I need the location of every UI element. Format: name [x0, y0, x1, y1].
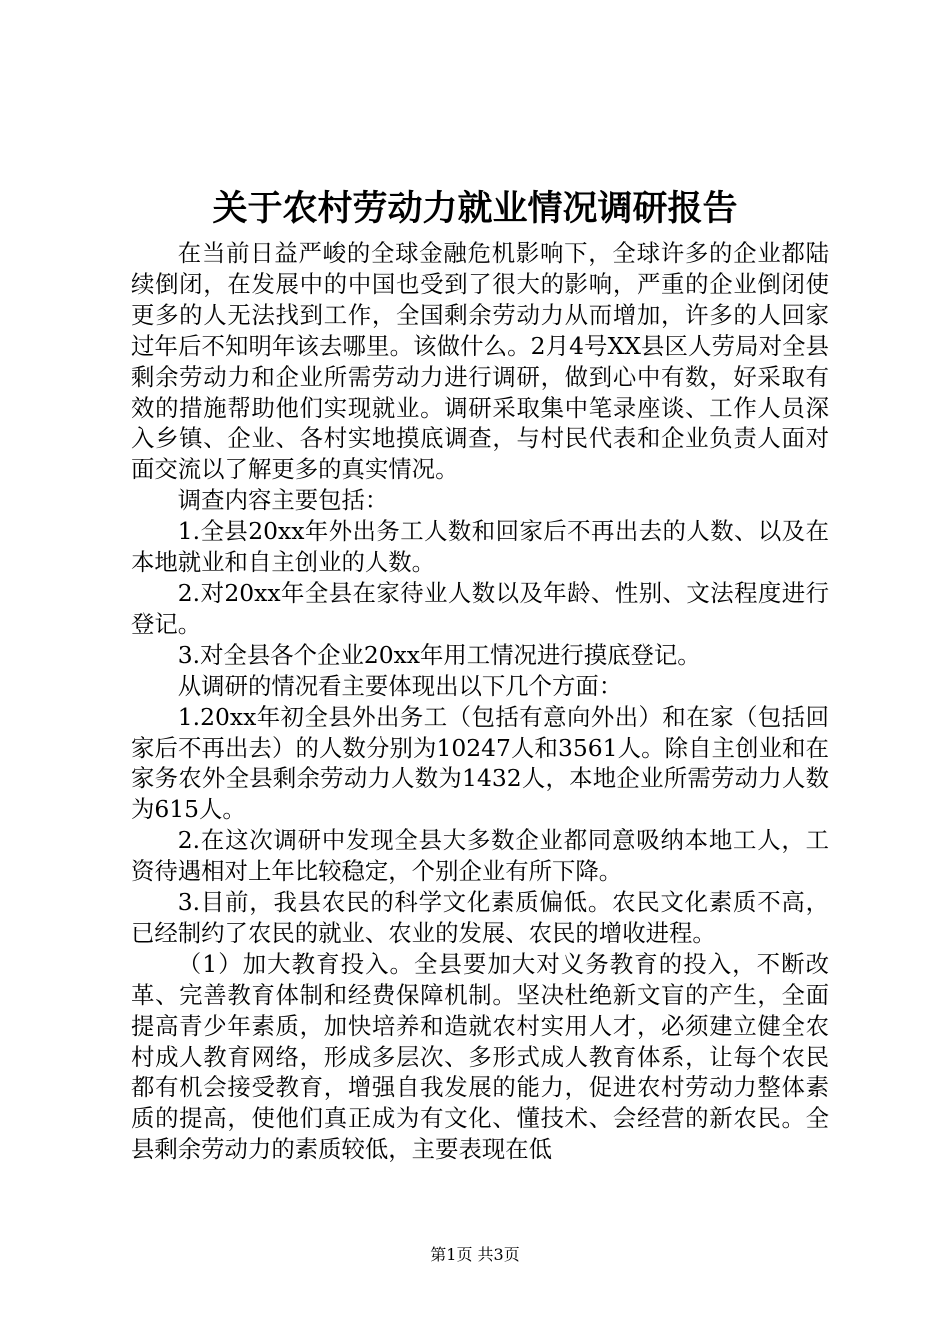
paragraph-finding-1: 1.20xx年初全县外出务工（包括有意向外出）和在家（包括回家后不再出去）的人数分别为10247人和3561人。除自主创业和在家务农外全县剩余劳动力人数为1432人，本地企业所需劳动力人数为615人。	[131, 702, 829, 824]
paragraph-survey-item-1: 1.全县20xx年外出务工人数和回家后不再出去的人数、以及在本地就业和自主创业的人数。	[131, 517, 829, 577]
paragraph-survey-item-3: 3.对全县各个企业20xx年用工情况进行摸底登记。	[177, 640, 701, 669]
paragraph-finding-3: 3.目前，我县农民的科学文化素质偏低。农民文化素质不高，已经制约了农民的就业、农业的发展、农民的增收进程。	[131, 888, 829, 947]
paragraph-measure-1: （1）加大教育投入。全县要加大对义务教育的投入，不断改革、完善教育体制和经费保障机制。坚决杜绝新文盲的产生，全面提高青少年素质，加快培养和造就农村实用人才，必须建立健全农村成人教育网络，形成多层次、多形式成人教育体系，让每个农民都有机会接受教育，增强自我发展的能力，促进农村劳动力整体素质的提高，使他们真正成为有文化、懂技术、会经营的新农民。全县剩余劳动力的素质较低，主要表现在低	[131, 949, 829, 1164]
paragraph-survey-heading: 调查内容主要包括：	[177, 486, 389, 515]
paragraph-intro: 在当前日益严峻的全球金融危机影响下，全球许多的企业都陆续倒闭，在发展中的中国也受到了很大的影响，严重的企业倒闭使更多的人无法找到工作，全国剩余劳动力从而增加，许多的人回家过年后不知明年该去哪里。该做什么。2月4号XX县区人劳局对全县剩余劳动力和企业所需劳动力进行调研，做到心中有数，好采取有效的措施帮助他们实现就业。调研采取集中笔录座谈、工作人员深入乡镇、企业、各村实地摸底调查，与村民代表和企业负责人面对面交流以了解更多的真实情况。	[131, 239, 829, 484]
page-footer: 第1页 共3页	[430, 1245, 520, 1264]
paragraph-finding-2: 2.在这次调研中发现全县大多数企业都同意吸纳本地工人，工资待遇相对上年比较稳定，个别企业有所下降。	[131, 826, 829, 886]
document-title: 关于农村劳动力就业情况调研报告	[212, 189, 738, 229]
paragraph-survey-item-2: 2.对20xx年全县在家待业人数以及年龄、性别、文法程度进行登记。	[131, 578, 829, 638]
paragraph-findings-heading: 从调研的情况看主要体现出以下几个方面：	[177, 671, 623, 700]
document-body	[131, 238, 829, 1165]
